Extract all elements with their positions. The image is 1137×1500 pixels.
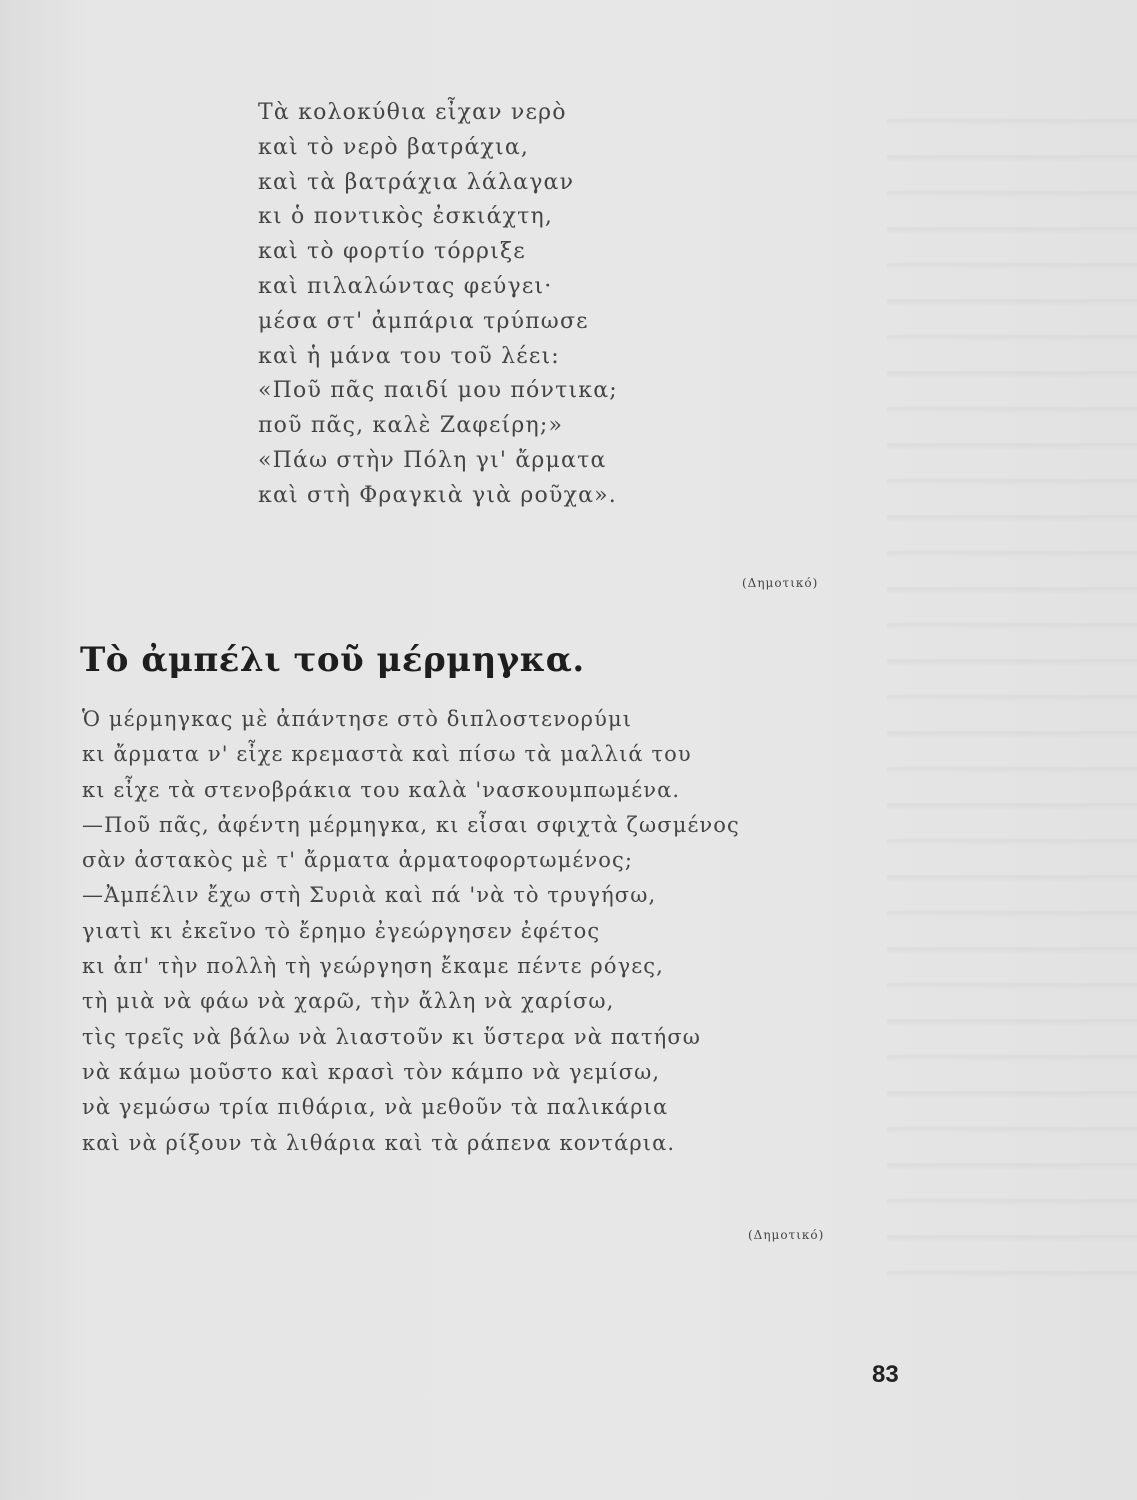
poem-line: ποῦ πᾶς, καλὲ Ζαφείρη;» [258,413,564,439]
poem-line: Τὰ κολοκύθια εἶχαν νερὸ [258,100,567,125]
show-through-text [887,90,1137,1290]
poem-stanza [258,96,878,514]
poem-attribution: (Δημοτικό) [742,576,819,590]
poem-line: καὶ στὴ Φραγκιὰ γιὰ ροῦχα». [258,482,618,508]
poem-line: —Ποῦ πᾶς, ἀφέντη μέρμηγκα, κι εἶσαι σφιχτὰ ζωσμένος [82,812,740,837]
poem-line: καὶ νὰ ρίξουν τὰ λιθάρια καὶ τὰ ράπενα κοντάρια. [82,1130,676,1155]
poem-line: κι ἄρματα ν' εἶχε κρεμαστὰ καὶ πίσω τὰ μαλλιά του [82,742,692,767]
poem-line: κι εἶχε τὰ στενοβράκια του καλὰ 'νασκουμπωμένα. [82,777,681,802]
poem-line: κι ἀπ' τὴν πολλὴ τὴ γεώργηση ἔκαμε πέντε ρόγες, [82,954,664,979]
poem-line: «Πάω στὴν Πόλη γι' ἄρματα [258,447,607,473]
poem-attribution: (Δημοτικό) [748,1228,825,1242]
poem-line: καὶ τὸ νερὸ βατράχια, [258,134,530,160]
section-title: Τὸ ἀμπέλι τοῦ μέρμηγκα. [80,640,585,680]
page-number: 83 [872,1361,899,1388]
poem-line: νὰ κάμω μοῦστο καὶ κρασὶ τὸν κάμπο νὰ γεμίσω, [82,1059,661,1084]
poem-line: τὶς τρεῖς νὰ βάλω νὰ λιαστοῦν κι ὕστερα νὰ πατήσω [82,1024,702,1049]
poem-line: μέσα στ' ἀμπάρια τρύπωσε [258,308,589,334]
poem-line: «Ποῦ πᾶς παιδί μου πόντικα; [258,378,618,404]
poem-line: σὰν ἀστακὸς μὲ τ' ἄρματα ἀρματοφορτωμένος; [82,848,633,873]
poem-line: τὴ μιὰ νὰ φάω νὰ χαρῶ, τὴν ἄλλη νὰ χαρίσω, [82,989,615,1014]
poem-line: καὶ τὰ βατράχια λάλαγαν [258,169,575,195]
poem-line: νὰ γεμώσω τρία πιθάρια, νὰ μεθοῦν τὰ παλικάρια [82,1095,669,1120]
poem-line: καὶ πιλαλώντας φεύγει· [258,273,553,299]
poem-line: κι ὁ ποντικὸς ἐσκιάχτη, [258,204,554,230]
poem-line: —Ἀμπέλιν ἔχω στὴ Συριὰ καὶ πά 'νὰ τὸ τρυγήσω, [82,883,657,908]
poem-line: Ὁ μέρμηγκας μὲ ἀπάντησε στὸ διπλοστενορύμι [82,707,633,731]
poem-line: καὶ ἡ μάνα του τοῦ λέει: [258,343,560,369]
poem-line: γιατὶ κι ἐκεῖνο τὸ ἔρημο ἐγεώργησεν ἐφέτος [82,918,601,943]
poem-line: καὶ τὸ φορτίο τόρριξε [258,239,526,265]
poem-body [82,702,922,1161]
